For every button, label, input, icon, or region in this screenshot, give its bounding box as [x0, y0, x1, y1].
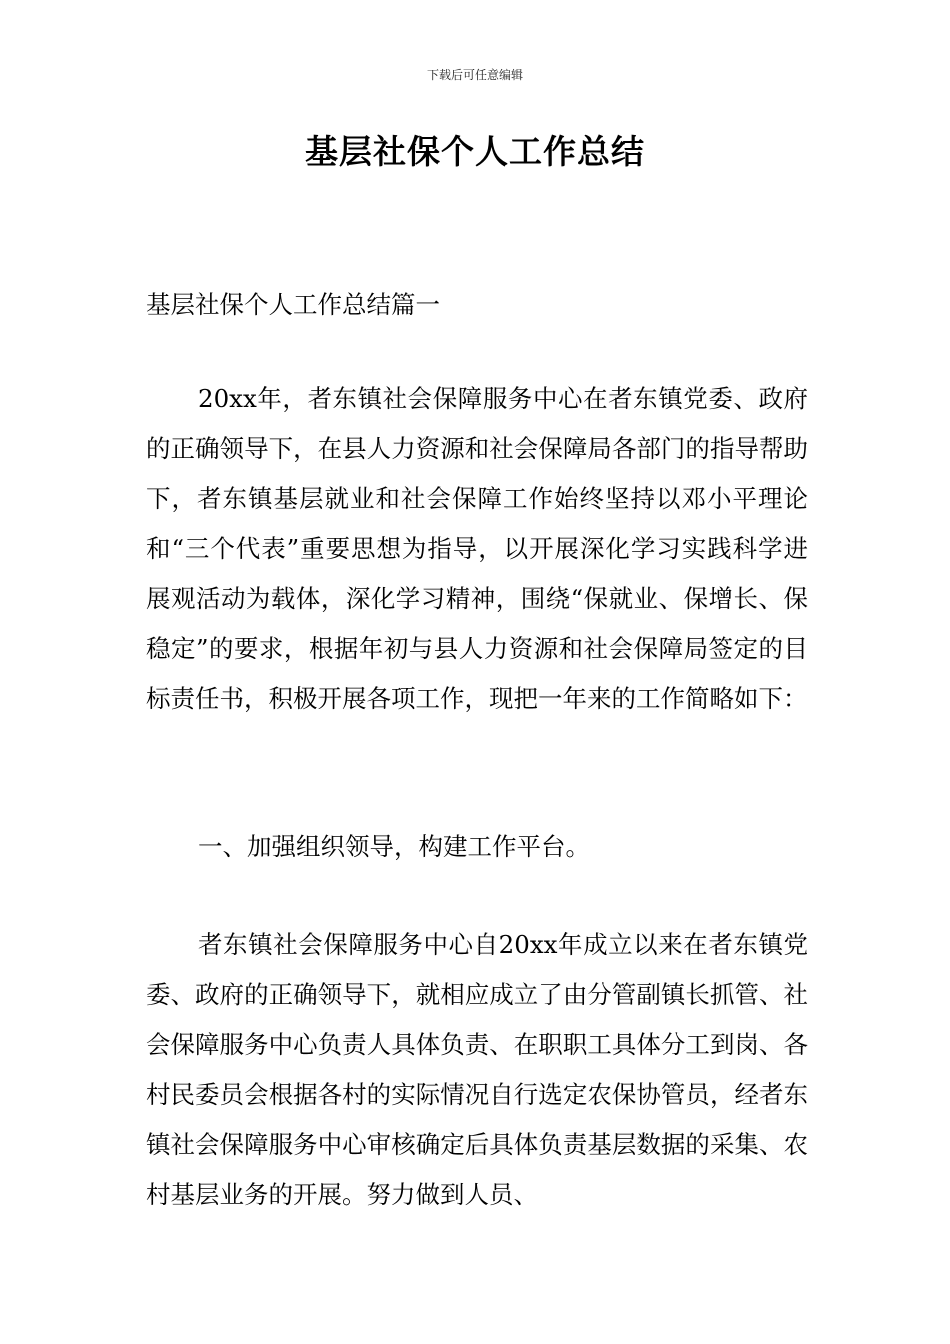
paragraph-2: 者东镇社会保障服务中心自20xx年成立以来在者东镇党委、政府的正确领导下，就相应成立了由分管副镇长抓管、社会保障服务中心负责人具体负责、在职职工具体分工到岗、各村民委员会根据各村的实际情况自行选定农保协管员，经者东镇社会保障服务中心审核确定后具体负责基层数据的采集、农村基层业务的开展。努力做到人员、	[146, 930, 808, 1209]
subheading-1: 一、加强组织领导，构建工作平台。	[198, 832, 590, 861]
paragraph-2-block	[146, 920, 808, 1220]
header-note: 下载后可任意编辑	[426, 68, 523, 82]
subheading-1-block	[146, 822, 808, 872]
paragraph-1: 20xx年，者东镇社会保障服务中心在者东镇党委、政府的正确领导下，在县人力资源和社会保障局各部门的指导帮助下，者东镇基层就业和社会保障工作始终坚持以邓小平理论和“三个代表”重要思想为指导，以开展深化学习实践科学进展观活动为载体，深化学习精神，围绕“保就业、保增长、保稳定”的要求，根据年初与县人力资源和社会保障局签定的目标责任书，积极开展各项工作，现把一年来的工作简略如下：	[146, 384, 808, 713]
document-title: 基层社保个人工作总结	[305, 132, 645, 171]
paragraph-1-block	[146, 374, 808, 724]
section-heading: 基层社保个人工作总结篇一	[146, 290, 440, 319]
section-heading-block	[146, 280, 808, 330]
